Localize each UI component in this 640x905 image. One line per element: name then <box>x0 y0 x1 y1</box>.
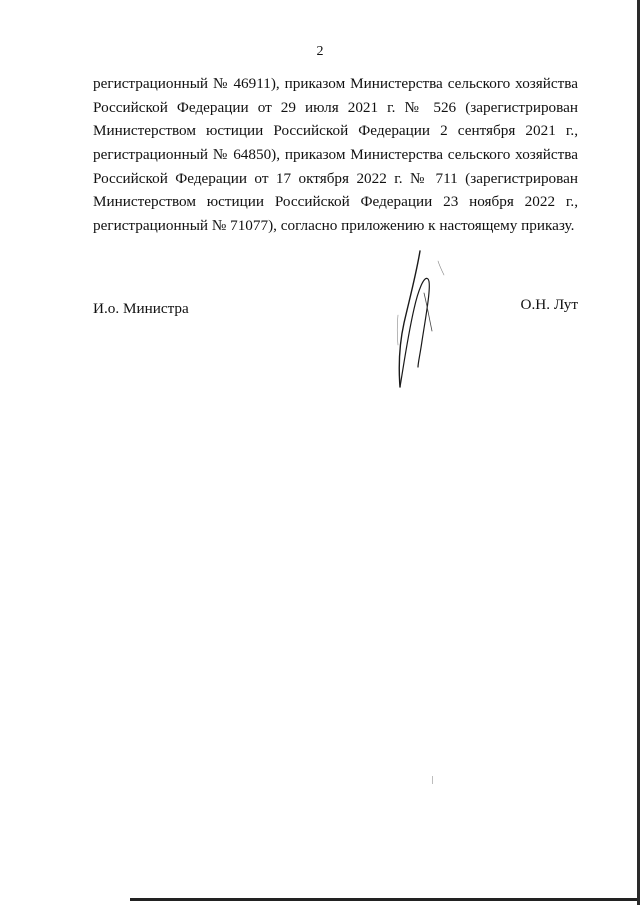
scan-artifact <box>432 776 433 784</box>
paragraph-line: регистрационный № 46911), приказом Министерства сельского хозяйства <box>93 75 578 92</box>
paragraph-line: Российской Федерации от 17 октября 2022 г. № 711 (зарегистрирован <box>93 169 578 187</box>
paragraph-line: регистрационный № 64850), приказом Министерства сельского хозяйства <box>93 146 578 164</box>
paragraph-line: Министерством юстиции Российской Федерации 23 ноября 2022 г., <box>93 193 578 211</box>
body-paragraph <box>93 72 578 238</box>
page-bottom-edge <box>130 898 640 901</box>
signatory-position: И.о. Министра <box>93 300 189 317</box>
signatory-name: О.Н. Лут <box>520 296 578 313</box>
paragraph-line: Министерством юстиции Российской Федерации 2 сентября 2021 г., <box>93 122 578 140</box>
handwritten-signature <box>380 245 460 395</box>
paragraph-line: регистрационный № 71077), согласно приложению к настоящему приказу. <box>93 217 575 235</box>
page-number: 2 <box>316 44 324 59</box>
paragraph-line: Российской Федерации от 29 июля 2021 г. № 526 (зарегистрирован <box>93 98 578 116</box>
